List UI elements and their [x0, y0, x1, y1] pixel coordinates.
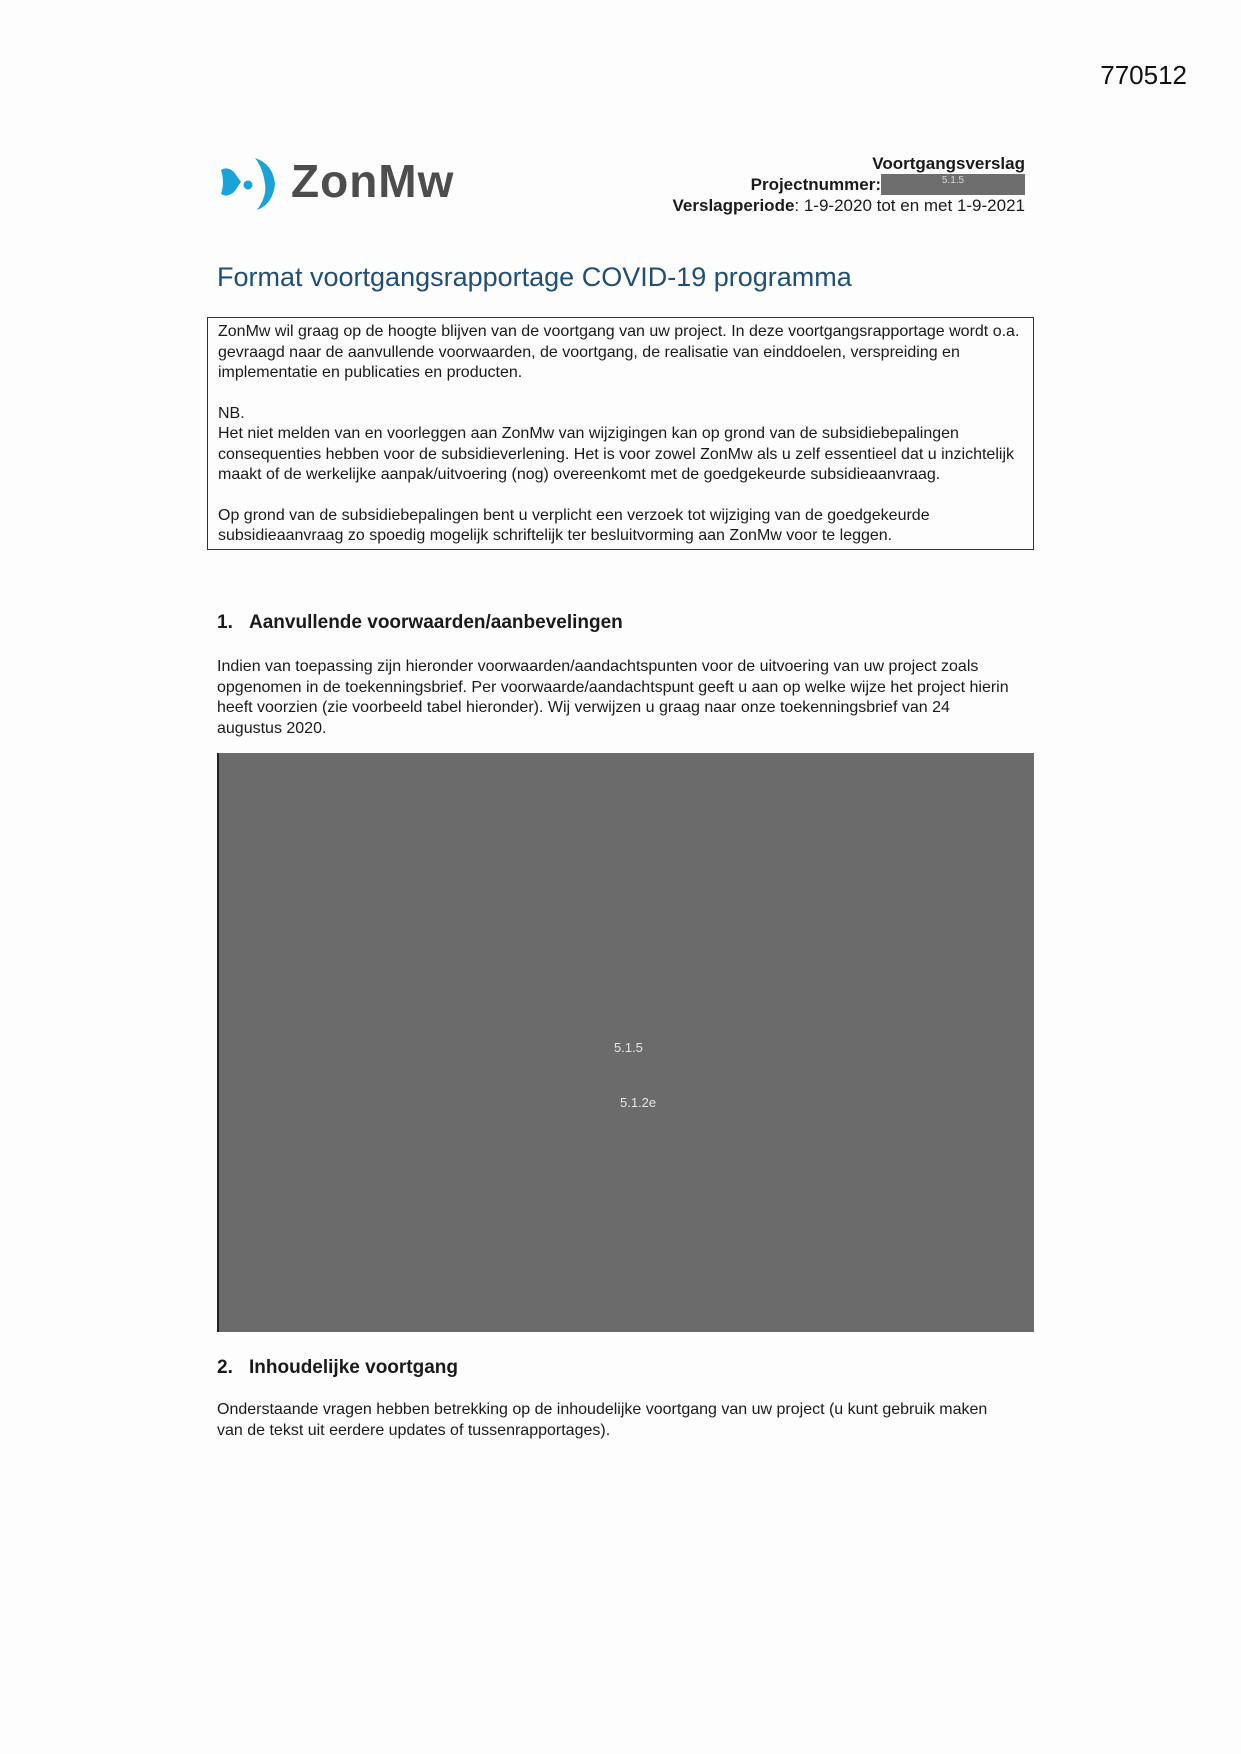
zonmw-logo-icon	[217, 150, 279, 212]
report-type: Voortgangsverslag	[872, 154, 1025, 173]
section-2-number: 2.	[217, 1357, 233, 1378]
intro-paragraph-2: Het niet melden van en voorleggen aan ZonMw van wijzigingen kan op grond van de subsidiebepalingen consequenties hebben voor de subsidieverlening. Het is voor zowel ZonMw als u zelf essentieel dat u inzichtelijk maakt of de werkelijke aanpak/uitvoering (nog) overeenkomt met de goedgekeurde subsidieaanvraag.	[218, 425, 1014, 483]
project-number-row: Projectnummer: 5.1.5	[673, 174, 1025, 195]
redacted-table	[217, 753, 1034, 1332]
section-2-heading	[217, 1357, 458, 1379]
section-2-text: Onderstaande vragen hebben betrekking op de inhoudelijke voortgang van uw project (u kunt gebruik maken van de tekst uit eerdere updates of tussenrapportages).	[217, 1401, 988, 1439]
page-title: Format voortgangsrapportage COVID-19 programma	[217, 262, 852, 292]
nb-label: NB.	[218, 404, 245, 422]
section-1-heading	[217, 612, 623, 634]
document-id: 770512	[1100, 60, 1187, 90]
intro-paragraph-1: ZonMw wil graag op de hoogte blijven van de voortgang van uw project. In deze voortgangsrapportage wordt o.a. gevraagd naar de aanvullende voorwaarden, de voortgang, de realisatie van einddoelen, verspreiding en implementatie en publicaties en producten.	[218, 323, 1020, 381]
logo-text: ZonMw	[291, 155, 455, 207]
section-1-text: Indien van toepassing zijn hieronder voorwaarden/aandachtspunten voor de uitvoering van uw project zoals opgenomen in de toekenningsbrief. Per voorwaarde/aandachtspunt geeft u aan op welke wijze het project hierin heeft voorzien (zie voorbeeld tabel hieronder). Wij verwijzen u graag naar onze toekenningsbrief van 24 augustus 2020.	[217, 658, 1009, 737]
intro-paragraph-3: Op grond van de subsidiebepalingen bent u verplicht een verzoek tot wijziging van de goedgekeurde subsidieaanvraag zo spoedig mogelijk schriftelijk ter besluitvorming aan ZonMw voor te leggen.	[218, 506, 930, 544]
report-period-row	[673, 195, 1025, 216]
section-2-title: Inhoudelijke voortgang	[249, 1357, 459, 1378]
redaction-label-1: 5.1.5	[614, 1040, 643, 1055]
redaction-label-2: 5.1.2e	[620, 1095, 657, 1110]
section-1-number: 1.	[217, 612, 233, 633]
section-1-title: Aanvullende voorwaarden/aanbevelingen	[249, 612, 623, 633]
report-period-value: : 1-9-2020 tot en met 1-9-2021	[794, 196, 1025, 215]
project-number-label: Projectnummer	[750, 175, 876, 194]
intro-box	[207, 317, 1034, 550]
report-meta	[673, 153, 1025, 216]
intro-nb	[218, 404, 1023, 486]
zonmw-logo	[217, 150, 454, 212]
report-period-label: Verslagperiode	[672, 196, 795, 215]
project-number-redaction: 5.1.5	[881, 174, 1025, 195]
